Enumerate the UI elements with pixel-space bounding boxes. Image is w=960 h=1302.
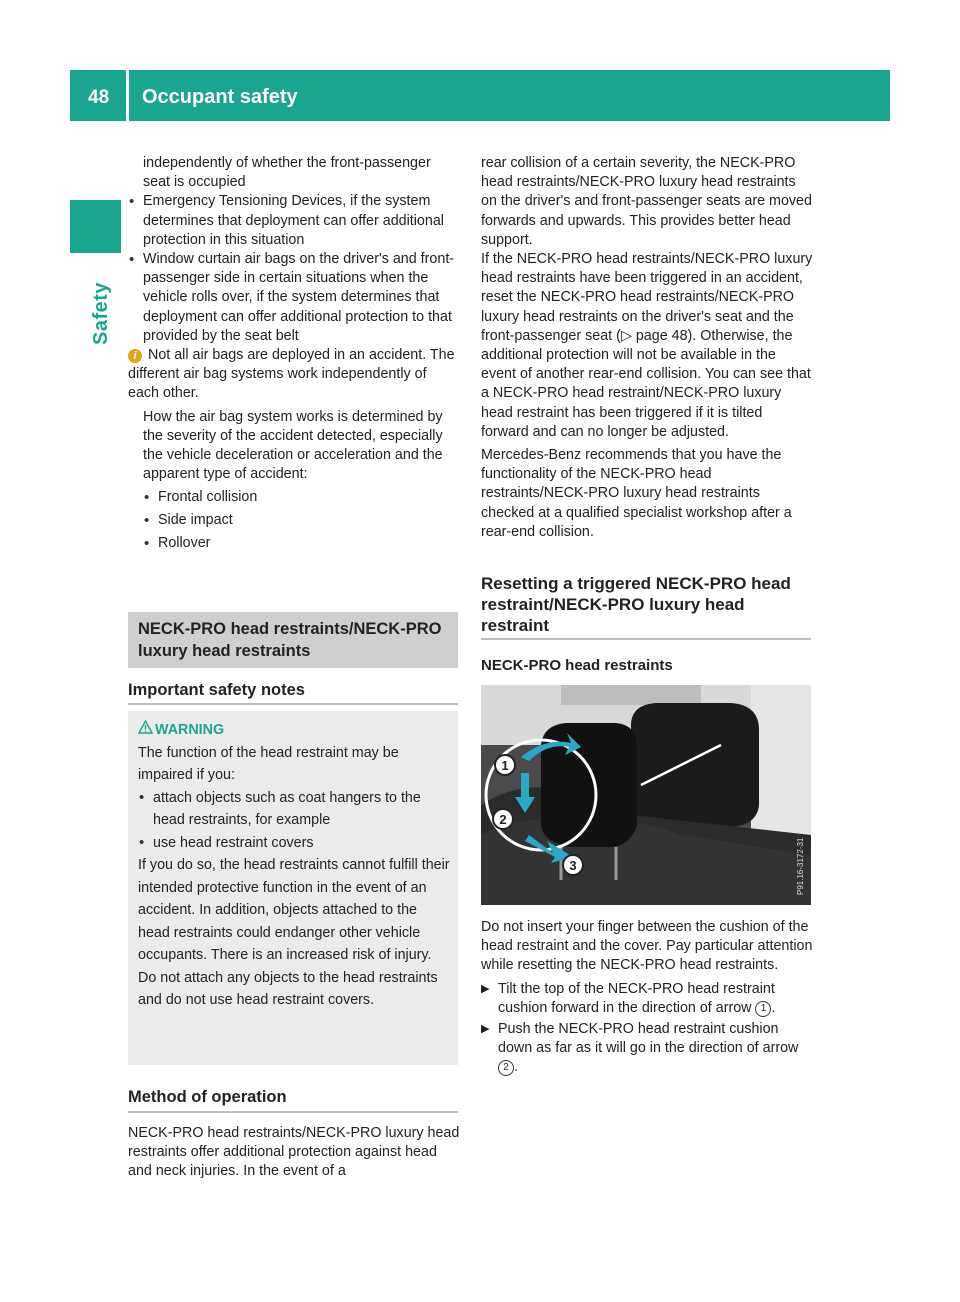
list-item: • Window curtain air bags on the driver's and front-passenger side in certain situations when the vehicle rolls over, if the system determines that deployment can offer additional protection to that provided by the seat belt: [128, 250, 460, 346]
head-restraint-photo: [481, 685, 811, 905]
warning-intro: The function of the head restraint may be impaired if you:: [138, 744, 399, 783]
photo-label: 2: [499, 812, 507, 827]
instruction-step: ▶ Tilt the top of the NECK-PRO head restraint cushion forward in the direction of arrow 1 .: [481, 980, 813, 1018]
method-text: NECK-PRO head restraints/NECK-PRO luxury head restraints offer additional protection against head and neck injuries. In the event of a: [128, 1125, 460, 1180]
caution-text: Do not insert your finger between the cushion of the head restraint and the cover. Pay particular attention while resetting the NECK-PRO head restraints.: [481, 919, 813, 974]
paragraph: rear collision of a certain severity, the NECK-PRO head restraints/NECK-PRO luxury head restraints on the driver's and front-passenger seats are moved forwards and upwards. This provides better head support.: [481, 155, 812, 248]
instruction-step: ▶ Push the NECK-PRO head restraint cushion down as far as it will go in the direction of arrow 2 .: [481, 1020, 813, 1078]
warning-paragraph: Do not attach any objects to the head restraints and do not use head restraint covers.: [138, 969, 438, 1008]
divider: [128, 703, 458, 705]
list-item: • Emergency Tensioning Devices, if the system determines that deployment can offer additional protection in this situation: [128, 192, 460, 250]
info-icon: i: [128, 349, 142, 363]
side-tab-marker: [70, 200, 121, 253]
warning-triangle-icon: [138, 720, 153, 734]
right-column-top: [481, 154, 813, 542]
section-heading: NECK-PRO head restraints/NECK-PRO luxury head restraints: [128, 612, 458, 668]
list-item: • attach objects such as coat hangers to the head restraints, for example: [138, 787, 450, 832]
divider: [128, 1111, 458, 1113]
warning-paragraph: If you do so, the head restraints cannot fulfill their intended protective function in the event of an accident. In addition, objects attached to the head restraints could endanger other vehicle occupants. There is an increased risk of injury.: [138, 857, 450, 963]
list-item: • Side impact: [143, 509, 460, 532]
list-item: • use head restraint covers: [138, 832, 450, 855]
paragraph: Mercedes-Benz recommends that you have the functionality of the NECK-PRO head restraints/NECK-PRO luxury head restraints checked at a qualified specialist workshop after a rear-end collision.: [481, 447, 792, 540]
photo-label: 3: [569, 858, 577, 873]
photo-code: P91.16-3172-31: [796, 837, 805, 895]
warning-title: WARNING: [155, 722, 225, 738]
continued-text: independently of whether the front-passenger seat is occupied: [143, 155, 431, 191]
subsection-heading: NECK-PRO head restraints: [481, 657, 673, 674]
page-header: [70, 70, 890, 121]
left-column-top: [128, 154, 460, 555]
subsection-heading: Method of operation: [128, 1088, 287, 1106]
side-tab-label: Safety: [90, 281, 112, 345]
warning-box: [128, 711, 458, 1065]
list-item: • Frontal collision: [143, 486, 460, 509]
section-header-title: Occupant safety: [142, 86, 298, 108]
accident-type-list: [128, 486, 460, 555]
list-item: • Rollover: [143, 532, 460, 555]
info-note: i Not all air bags are deployed in an accident. The different air bag systems work independently of each other.: [128, 347, 455, 402]
right-column-bottom: [481, 918, 813, 1078]
page-reference-link[interactable]: (▷ page 48).: [616, 327, 697, 344]
divider: [481, 638, 811, 640]
info-text: How the air bag system works is determined by the severity of the accident detected, especially the vehicle deceleration or acceleration and the apparent type of accident:: [143, 408, 443, 483]
page-number: 48: [88, 87, 110, 108]
arrow-number-badge: 2: [498, 1060, 514, 1076]
photo-label: 1: [501, 758, 509, 773]
reset-heading: Resetting a triggered NECK-PRO head restraint/NECK-PRO luxury head restraint: [481, 574, 791, 635]
subsection-heading: Important safety notes: [128, 681, 305, 699]
header-separator: [126, 70, 129, 121]
paragraph: If the NECK-PRO head restraints/NECK-PRO luxury head restraints have been triggered in an accident, reset the NECK-PRO head restraints/NECK-PRO luxury head restraints on the driver's seat and the front-passenger seat (▷ page 48). Otherwise, the additional protection will not be available in the event of another rear-end collision. You can see that a NECK-PRO head restraint/NECK-PRO luxury head restraint has been triggered if it is tilted forward and can no longer be adjusted.: [481, 251, 813, 440]
arrow-number-badge: 1: [755, 1001, 771, 1017]
